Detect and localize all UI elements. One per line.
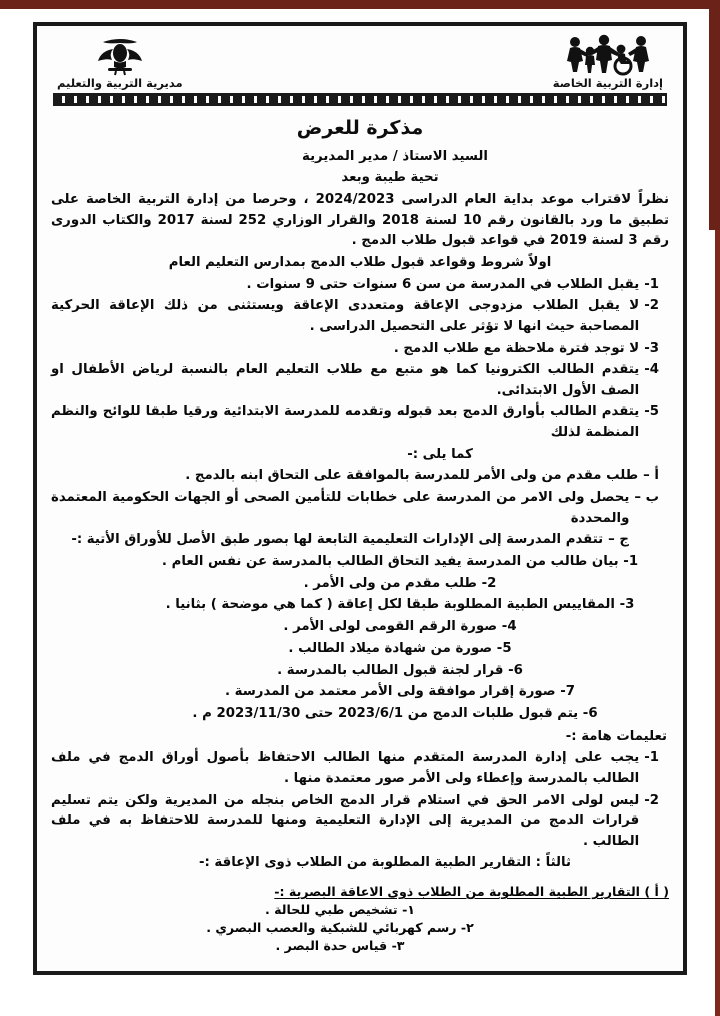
list-item — [51, 682, 669, 703]
special-education-family-logo-icon — [553, 36, 663, 76]
list-text: يجب على إدارة المدرسة المتقدم منها الطالب الاحتفاظ بأصول أوراق الدمج في ملف الطالب بالمدرسة وإعطاء ولى الأمر صور معتمدة منها . — [51, 750, 640, 786]
list-marker: ٣- — [391, 937, 405, 953]
list-item — [51, 552, 669, 573]
list-item — [51, 275, 669, 296]
list-marker: 3- — [644, 340, 659, 356]
letterhead-left — [553, 36, 663, 90]
list-text: طلب مقدم من ولى الأمر للمدرسة بالموافقة على التحاق ابنه بالدمج . — [185, 468, 639, 484]
list-marker: 3- — [619, 597, 635, 613]
list-marker: 6- — [508, 662, 523, 678]
list-marker: ١- — [402, 902, 415, 918]
list-marker: ٢- — [460, 919, 474, 935]
list-item — [51, 339, 669, 360]
list-text: تشخيص طبي للحالة . — [265, 902, 398, 918]
visual-disability-heading: ( أ ) التقارير الطبية المطلوبة من الطلاب ذوى الاعاقة البصرية :- — [274, 884, 669, 900]
list-marker: 7- — [560, 684, 575, 700]
list-text: صورة الرقم القومى لولى الأمر . — [283, 619, 498, 635]
list-item — [51, 639, 669, 660]
list-text: ليس لولى الامر الحق في استلام قرار الدمج الخاص بنجله من المديرية ولكن يتم تسليم قرارات الدمج من المديرية إلى الإدارة التعليمية ومنها للمدرسة للاحتفاظ به في ملف الطالب . — [51, 792, 640, 849]
list-item — [51, 296, 669, 337]
list-item — [51, 488, 669, 529]
list-text: المقاييس الطبية المطلوبة طبقا لكل إعاقة ( كما هي موضحة ) بثانيا . — [165, 597, 615, 613]
list-marker: 5- — [496, 640, 512, 656]
section-one-title: اولاً شروط وقواعد قبول طلاب الدمج بمدارس التعليم العام — [168, 255, 552, 271]
list-marker: أ – — [643, 468, 659, 484]
rules-list — [51, 275, 669, 444]
important-instructions-title: تعليمات هامة :- — [565, 728, 667, 744]
list-text: طلب مقدم من ولى الأمر . — [303, 575, 477, 591]
list-marker: 1- — [644, 750, 659, 766]
visual-disability-block — [51, 884, 669, 955]
list-marker: 4- — [644, 362, 659, 378]
scan-edge-right — [709, 0, 720, 230]
letterhead-right-caption: مديرية التربية والتعليم — [57, 76, 183, 90]
list-marker: ب – — [634, 490, 659, 505]
addressee-line: السيد الاستاذ / مدير المديرية — [302, 148, 488, 164]
header-separator-rule — [53, 93, 667, 106]
sub-items-list — [51, 466, 669, 550]
list-item — [51, 402, 669, 443]
list-text: يقبل الطلاب في المدرسة من سن 6 سنوات حتى 9 سنوات . — [246, 276, 640, 292]
list-item — [51, 661, 669, 682]
list-item — [51, 901, 629, 919]
list-item — [51, 574, 669, 595]
list-marker: 6- — [582, 705, 598, 721]
list-marker: 1- — [644, 276, 659, 292]
list-marker: 5- — [644, 404, 659, 420]
greeting-line: تحية طيبة وبعد — [341, 170, 439, 186]
section-three-title: ثالثاً : التقارير الطبية المطلوبة من الطلاب ذوى الإعاقة :- — [198, 855, 572, 871]
list-item — [51, 937, 629, 955]
important-instructions-list — [51, 748, 669, 852]
list-item — [51, 595, 669, 616]
list-text: بيان طالب من المدرسة يفيد التحاق الطالب بالمدرسة عن نفس العام . — [161, 553, 619, 569]
intro-paragraph: نظراً لاقتراب موعد بداية العام الدراسى 2024/2023 ، وحرصا من إدارة التربية الخاصة على تطبيق ما ورد بالقانون رقم 10 لسنة 2018 والقرار الوزاري 252 لسنة 2017 والكتاب الدورى رقم 3 لسنة 2019 في قواعد قبول طلاب الدمج . — [51, 191, 670, 249]
list-marker: 4- — [501, 619, 517, 635]
list-text: صورة إقرار موافقة ولى الأمر معتمد من المدرسة . — [224, 684, 556, 700]
letterhead-left-caption: إدارة التربية الخاصة — [552, 76, 663, 90]
list-text: لا يقبل الطلاب مزدوجى الإعاقة ومتعددى الإعاقة ويستثنى من ذلك الإعاقة الحركية المصاحبة حيث انها لا تؤثر على التحصيل الدراسى . — [51, 298, 640, 334]
list-text: يحصل ولى الامر من المدرسة على خطابات للتأمين الصحى أو الجهات الحكومية المعتمدة والمحددة — [51, 490, 630, 526]
list-item — [51, 360, 669, 401]
list-item — [51, 748, 669, 789]
document-sheet — [33, 22, 687, 975]
list-text: رسم كهربائي للشبكية والعصب البصري . — [206, 919, 457, 935]
list-text: يتم قبول طلبات الدمج من 2023/6/1 حتى 2023/11/30 م . — [192, 705, 579, 721]
acceptance-period-line — [51, 704, 669, 725]
letterhead — [51, 32, 669, 90]
list-item — [51, 466, 669, 487]
list-text: صورة من شهادة ميلاد الطالب . — [288, 640, 493, 656]
documents-list — [51, 552, 669, 703]
list-marker: 2- — [481, 575, 497, 591]
list-item — [51, 919, 629, 937]
list-item — [51, 791, 669, 853]
page-title: مذكرة للعرض — [296, 116, 424, 139]
scan-edge-top — [0, 0, 720, 9]
list-text: لا توجد فترة ملاحظة مع طلاب الدمج . — [393, 340, 640, 356]
list-marker: 2- — [644, 298, 659, 314]
list-marker: 1- — [623, 553, 639, 569]
list-text: تتقدم المدرسة إلى الإدارات التعليمية التابعة لها بصور طبق الأصل للأوراق الأتية :- — [71, 532, 604, 548]
list-text: قياس حدة البصر . — [275, 937, 388, 953]
list-item — [51, 617, 669, 638]
as-follows-line: كما يلى :- — [407, 446, 473, 462]
list-marker: ج – — [608, 532, 629, 548]
egypt-eagle-emblem-icon — [57, 36, 183, 76]
list-text: قرار لجنة قبول الطالب بالمدرسة . — [277, 662, 504, 678]
list-item — [51, 530, 669, 551]
list-text: يتقدم الطالب بأوارق الدمج بعد قبوله وتقدمه للمدرسة الابتدائية ورقيا طبقا للوائح والنظم المنظمة لذلك — [51, 404, 640, 441]
letterhead-right — [57, 36, 183, 90]
list-marker: 2- — [644, 792, 659, 808]
list-text: يتقدم الطالب الكترونيا كما هو متبع مع طلاب التعليم العام بالنسبة لرياض الأطفال او الصف الأول الابتدائى. — [51, 362, 640, 398]
